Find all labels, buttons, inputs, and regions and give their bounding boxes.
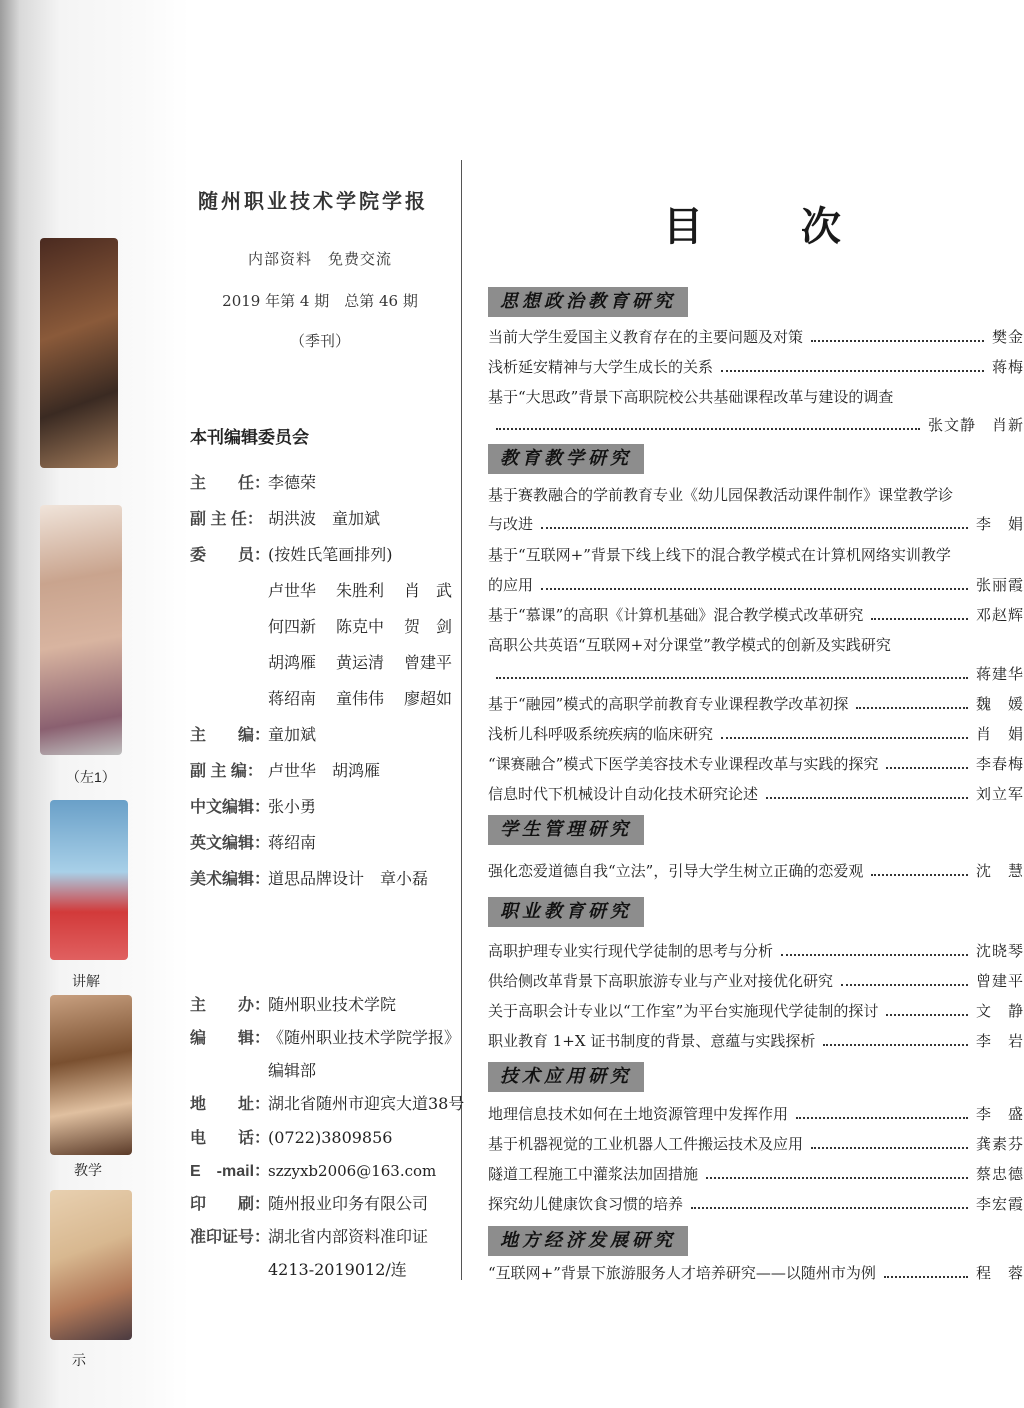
- toc-entry[interactable]: [488, 1193, 1024, 1215]
- toc-entry[interactable]: [488, 1163, 1024, 1185]
- leader-dots: [841, 984, 968, 986]
- photo-activity: [50, 1190, 132, 1340]
- member-name: 贺 剑: [404, 617, 453, 636]
- journal-title: 随州职业技术学院学报: [198, 189, 428, 213]
- leader-dots: [691, 1207, 968, 1209]
- toc-entry[interactable]: [488, 1000, 1024, 1022]
- entry-title: 浅析延安精神与大学生成长的关系: [488, 358, 714, 376]
- entry-author: 李 娟: [975, 515, 1024, 533]
- photo-student-portrait: [40, 505, 122, 755]
- en-editor-label: 英文编辑：: [190, 835, 271, 852]
- permit-value: 湖北省内部资料准印证: [268, 1227, 429, 1246]
- members-line: [268, 686, 472, 709]
- entry-title[interactable]: 基于赛教融合的学前教育专业《幼儿园保教活动课件制作》课堂教学诊: [488, 486, 954, 504]
- member-name: 陈克中: [336, 617, 385, 636]
- toc-entry[interactable]: [488, 783, 1024, 805]
- member-name: 蒋绍南: [268, 689, 317, 708]
- leader-dots: [721, 370, 984, 372]
- member-name: 朱胜利: [336, 581, 385, 600]
- leader-dots: [496, 677, 968, 679]
- leader-dots: [886, 1014, 968, 1016]
- member-name: 胡鸿雁: [268, 653, 317, 672]
- entry-author: 李春梅: [975, 755, 1024, 773]
- entry-title: 与改进: [488, 515, 534, 533]
- en-editor-name: 蒋绍南: [268, 833, 317, 852]
- chief-editor-row: [190, 722, 316, 745]
- leader-dots: [811, 1147, 968, 1149]
- entry-title: 基于“融园”模式的高职学前教育专业课程教学改革初探: [488, 695, 849, 713]
- entry-author: 肖 娟: [975, 725, 1024, 743]
- phone-label: 电 话：: [190, 1130, 271, 1147]
- section-heading: 技术应用研究: [488, 1062, 644, 1092]
- leader-dots: [856, 707, 968, 709]
- entry-title: 隧道工程施工中灌浆法加固措施: [488, 1165, 699, 1183]
- host-name: 随州职业技术学院: [268, 995, 397, 1014]
- member-name: 黄运清: [336, 653, 385, 672]
- leader-dots: [541, 588, 968, 590]
- chief-editor-label: 主 编：: [190, 727, 271, 744]
- photo-banner: [50, 800, 128, 960]
- art-editor-names: 道思品牌设计 章小磊: [268, 869, 429, 888]
- photo-classroom-dark: [40, 238, 118, 468]
- section-heading: 学生管理研究: [488, 815, 644, 845]
- leader-dots: [541, 527, 968, 529]
- cn-editor-name: 张小勇: [268, 797, 317, 816]
- leader-dots: [871, 618, 968, 620]
- entry-title: “互联网+”背景下旅游服务人才培养研究——以随州市为例: [488, 1264, 876, 1282]
- issue-number: 2019 年第 4 期 总第 46 期: [222, 292, 418, 310]
- leader-dots: [811, 340, 984, 342]
- toc-entry[interactable]: [488, 1133, 1024, 1155]
- members-line: [268, 614, 472, 637]
- editing-row-continued: 编辑部: [268, 1061, 317, 1080]
- member-name: 肖 武: [404, 581, 453, 600]
- entry-author: 文 静: [975, 1002, 1024, 1020]
- toc-entry[interactable]: [488, 574, 1024, 596]
- photo-caption: 教学: [74, 1162, 102, 1178]
- vice-director-names: 胡洪波 童加斌: [268, 509, 381, 528]
- entry-title: 供给侧改革背景下高职旅游专业与产业对接优化研究: [488, 972, 834, 990]
- director-label: 主 任：: [190, 475, 271, 492]
- leader-dots: [871, 874, 968, 876]
- vice-director-label: 副 主 任：: [190, 511, 263, 528]
- entry-author: 曾建平: [975, 972, 1024, 990]
- section-heading: 教育教学研究: [488, 444, 644, 474]
- toc-entry[interactable]: [488, 663, 1024, 685]
- section-heading: 职业教育研究: [488, 897, 644, 927]
- entry-title: 基于机器视觉的工业机器人工件搬运技术及应用: [488, 1135, 804, 1153]
- toc-heading: 目 次: [663, 204, 883, 250]
- toc-entry[interactable]: [488, 940, 1024, 962]
- toc-entry[interactable]: [488, 693, 1024, 715]
- members-line: [268, 650, 472, 673]
- toc-entry[interactable]: [488, 513, 1024, 535]
- email-label: E -mail：: [190, 1163, 271, 1180]
- printer-label: 印 刷：: [190, 1196, 271, 1213]
- address-row: [190, 1091, 464, 1114]
- editing-row: [190, 1025, 460, 1048]
- entry-title: 关于高职会计专业以“工作室”为平台实施现代学徒制的探讨: [488, 1002, 879, 1020]
- entry-author: 邓赵辉: [975, 606, 1024, 624]
- photo-caption: 示: [72, 1352, 86, 1368]
- publication-period: （季刊）: [289, 332, 350, 350]
- deputy-editor-row: [190, 758, 380, 781]
- entry-author: 龚素芬: [975, 1135, 1024, 1153]
- printer-value: 随州报业印务有限公司: [268, 1194, 429, 1213]
- entry-author: 张文静 肖新: [927, 416, 1024, 434]
- email-value: szzyxb2006@163.com: [268, 1162, 437, 1180]
- director-row: [190, 470, 316, 493]
- entry-title[interactable]: 基于“互联网+”背景下线上线下的混合教学模式在计算机网络实训教学: [488, 546, 951, 564]
- toc-entry[interactable]: [488, 356, 1024, 378]
- permit-row-continued: 4213-2019012/连: [268, 1260, 407, 1279]
- members-label: 委 员：: [190, 547, 271, 564]
- entry-title: 强化恋爱道德自我“立法”，引导大学生树立正确的恋爱观: [488, 862, 864, 880]
- photo-caption: 讲解: [72, 973, 100, 989]
- toc-entry[interactable]: [488, 1030, 1024, 1052]
- entry-title: 当前大学生爱国主义教育存在的主要问题及对策: [488, 328, 804, 346]
- cn-editor-row: [190, 794, 316, 817]
- deputy-editor-label: 副 主 编：: [190, 763, 263, 780]
- entry-title: “课赛融合”模式下医学美容技术专业课程改革与实践的探究: [488, 755, 879, 773]
- art-editor-row: [190, 866, 428, 889]
- toc-entry[interactable]: [488, 414, 1024, 436]
- members-line: [268, 578, 472, 601]
- director-name: 李德荣: [268, 473, 317, 492]
- members-row: [190, 542, 393, 565]
- phone-value: (0722)3809856: [268, 1128, 393, 1147]
- toc-entry[interactable]: [488, 1262, 1024, 1284]
- section-heading: 思想政治教育研究: [488, 287, 688, 317]
- section-heading: 地方经济发展研究: [488, 1226, 688, 1256]
- entry-author: 李 岩: [975, 1032, 1024, 1050]
- toc-entry[interactable]: [488, 723, 1024, 745]
- toc-entry[interactable]: [488, 753, 1024, 775]
- toc-entry[interactable]: [488, 970, 1024, 992]
- committee-heading: 本刊编辑委员会: [190, 428, 309, 447]
- entry-title: 的应用: [488, 576, 534, 594]
- entry-author: 程 蓉: [975, 1264, 1024, 1282]
- entry-author: 樊金: [991, 328, 1024, 346]
- entry-title: 信息时代下机械设计自动化技术研究论述: [488, 785, 759, 803]
- toc-entry[interactable]: [488, 604, 1024, 626]
- member-name: 曾建平: [404, 653, 453, 672]
- entry-author: 沈 慧: [975, 862, 1024, 880]
- deputy-editor-names: 卢世华 胡鸿雁: [268, 761, 381, 780]
- entry-title: 浅析儿科呼吸系统疾病的临床研究: [488, 725, 714, 743]
- entry-title[interactable]: 基于“大思政”背景下高职院校公共基础课程改革与建设的调查: [488, 388, 894, 406]
- host-label: 主 办：: [190, 997, 271, 1014]
- email-row: [190, 1158, 436, 1181]
- leader-dots: [886, 767, 968, 769]
- leader-dots: [823, 1044, 968, 1046]
- entry-title: 基于“慕课”的高职《计算机基础》混合教学模式改革研究: [488, 606, 864, 624]
- entry-author: 沈晓琴: [975, 942, 1024, 960]
- entry-author: 蒋建华: [975, 665, 1024, 683]
- address-label: 地 址：: [190, 1096, 271, 1113]
- members-note: (按姓氏笔画排列): [268, 545, 393, 564]
- cn-editor-label: 中文编辑：: [190, 799, 271, 816]
- member-name: 何四新: [268, 617, 317, 636]
- address-value: 湖北省随州市迎宾大道38号: [268, 1094, 465, 1113]
- leader-dots: [721, 737, 968, 739]
- permit-row: [190, 1224, 428, 1247]
- entry-author: 李 盛: [975, 1105, 1024, 1123]
- host-row: [190, 992, 396, 1015]
- entry-title: 高职护理专业实行现代学徒制的思考与分析: [488, 942, 774, 960]
- journal-subtitle: 内部资料 免费交流: [247, 250, 392, 268]
- leader-dots: [781, 954, 968, 956]
- entry-title: 职业教育 1+X 证书制度的背景、意蕴与实践探析: [488, 1032, 816, 1050]
- leader-dots: [706, 1177, 968, 1179]
- en-editor-row: [190, 830, 316, 853]
- printer-row: [190, 1191, 428, 1214]
- entry-title[interactable]: 高职公共英语“互联网+对分课堂”教学模式的创新及实践研究: [488, 636, 891, 654]
- leader-dots: [884, 1276, 968, 1278]
- toc-entry[interactable]: [488, 1103, 1024, 1125]
- editing-name: 《随州职业技术学院学报》: [268, 1028, 461, 1047]
- phone-row: [190, 1125, 392, 1148]
- permit-label: 准印证号：: [190, 1229, 271, 1246]
- toc-entry[interactable]: [488, 860, 1024, 882]
- leader-dots: [766, 797, 968, 799]
- previous-page-strip: [0, 0, 190, 1408]
- leader-dots: [496, 428, 920, 430]
- entry-author: 魏 媛: [975, 695, 1024, 713]
- member-name: 童伟伟: [336, 689, 385, 708]
- entry-title: 地理信息技术如何在土地资源管理中发挥作用: [488, 1105, 789, 1123]
- editing-label: 编 辑：: [190, 1030, 271, 1047]
- entry-author: 刘立军: [975, 785, 1024, 803]
- photo-lecture: [50, 995, 132, 1155]
- toc-entry[interactable]: [488, 326, 1024, 348]
- member-name: 卢世华: [268, 581, 317, 600]
- entry-title: 探究幼儿健康饮食习惯的培养: [488, 1195, 684, 1213]
- entry-author: 蒋梅: [991, 358, 1024, 376]
- art-editor-label: 美术编辑：: [190, 871, 271, 888]
- entry-author: 李宏霞: [975, 1195, 1024, 1213]
- vice-director-row: [190, 506, 380, 529]
- leader-dots: [796, 1117, 968, 1119]
- entry-author: 蔡忠德: [975, 1165, 1024, 1183]
- photo-caption: （左1）: [66, 769, 116, 785]
- member-name: 廖超如: [404, 689, 453, 708]
- entry-author: 张丽霞: [975, 576, 1024, 594]
- chief-editor-name: 童加斌: [268, 725, 317, 744]
